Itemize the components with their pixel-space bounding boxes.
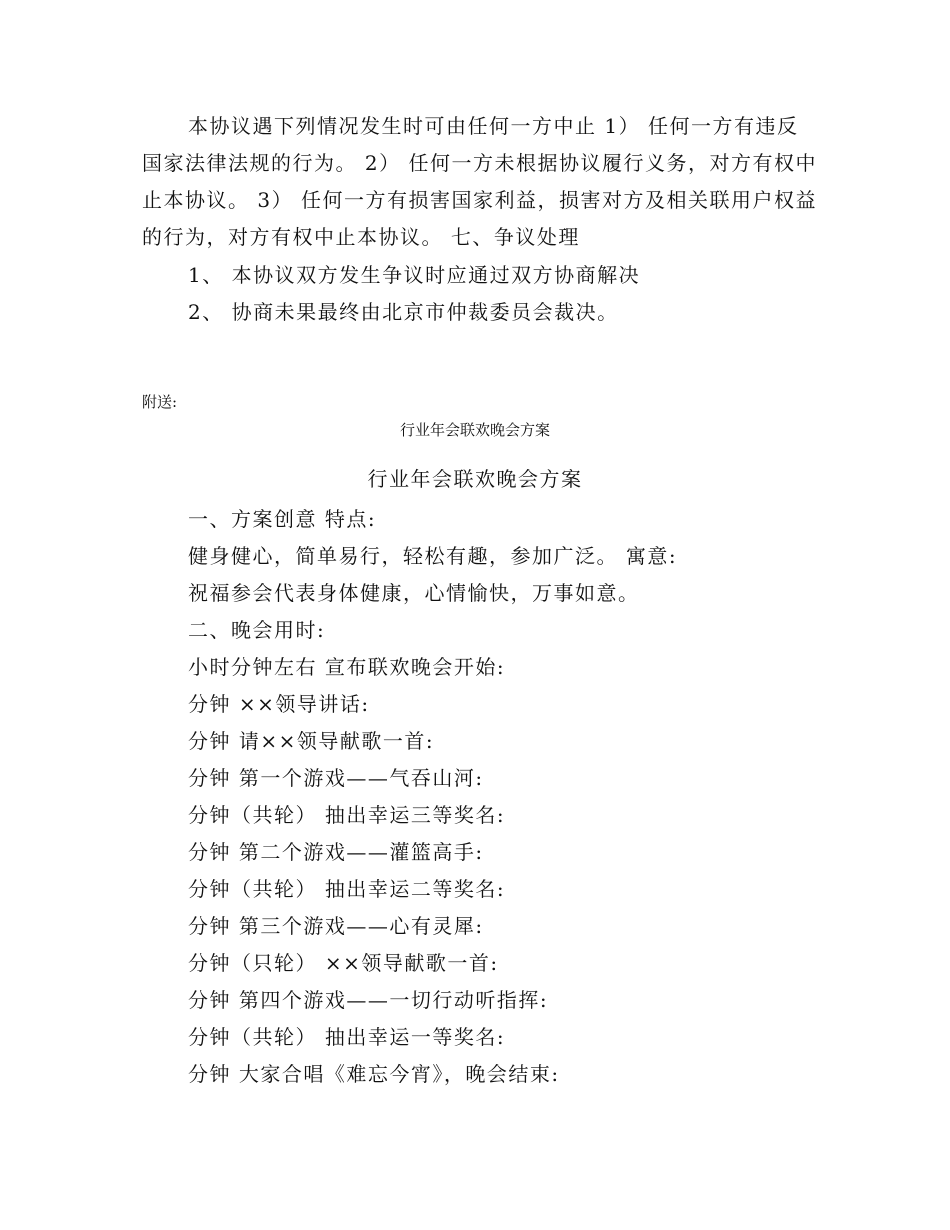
plan-line: 祝福参会代表身体健康，心情愉快，万事如意。 <box>188 581 640 605</box>
plan-line: 分钟 第一个游戏——气吞山河: <box>188 766 484 790</box>
appendix-small-title: 行业年会联欢晚会方案 <box>399 421 550 439</box>
plan-line: 分钟 ××领导讲话: <box>188 692 370 716</box>
plan-line: 分钟（共轮） 抽出幸运二等奖名: <box>188 877 506 901</box>
plan-line: 健身健心，简单易行，轻松有趣，参加广泛。 寓意: <box>188 544 678 568</box>
plan-line: 分钟（只轮） ××领导献歌一首: <box>188 951 499 975</box>
agreement-termination-paragraph: 本协议遇下列情况发生时可由任何一方中止 1） 任何一方有违反国家法律法规的行为。 2） 任何一方未根据协议履行义务，对方有权中止本协议。 3） 任何一方有损害国家利益，损害对方及相关联用户权益的行为，对方有权中止本协议。 七、争议处理 <box>142 114 817 249</box>
plan-line: 二、晚会用时: <box>188 618 326 642</box>
dispute-item-1: 1、 本协议双方发生争议时应通过双方协商解决 <box>188 263 641 287</box>
appendix-label: 附送: <box>142 393 178 411</box>
plan-line: 小时分钟左右 宣布联欢晚会开始: <box>188 655 506 679</box>
plan-line: 分钟 大家合唱《难忘今宵》，晚会结束: <box>188 1062 560 1086</box>
plan-line: 分钟（共轮） 抽出幸运一等奖名: <box>188 1025 506 1049</box>
plan-line: 分钟 第三个游戏——心有灵犀: <box>188 914 484 938</box>
plan-line: 分钟 第四个游戏——一切行动听指挥: <box>188 988 549 1012</box>
appendix-title: 行业年会联欢晚会方案 <box>367 467 583 491</box>
plan-line: 一、方案创意 特点: <box>188 507 377 531</box>
plan-line: 分钟 请××领导献歌一首: <box>188 729 435 753</box>
plan-line: 分钟 第二个游戏——灌篮高手: <box>188 840 484 864</box>
plan-line: 分钟（共轮） 抽出幸运三等奖名: <box>188 803 506 827</box>
dispute-item-2: 2、 协商未果最终由北京市仲裁委员会裁决。 <box>188 300 619 324</box>
